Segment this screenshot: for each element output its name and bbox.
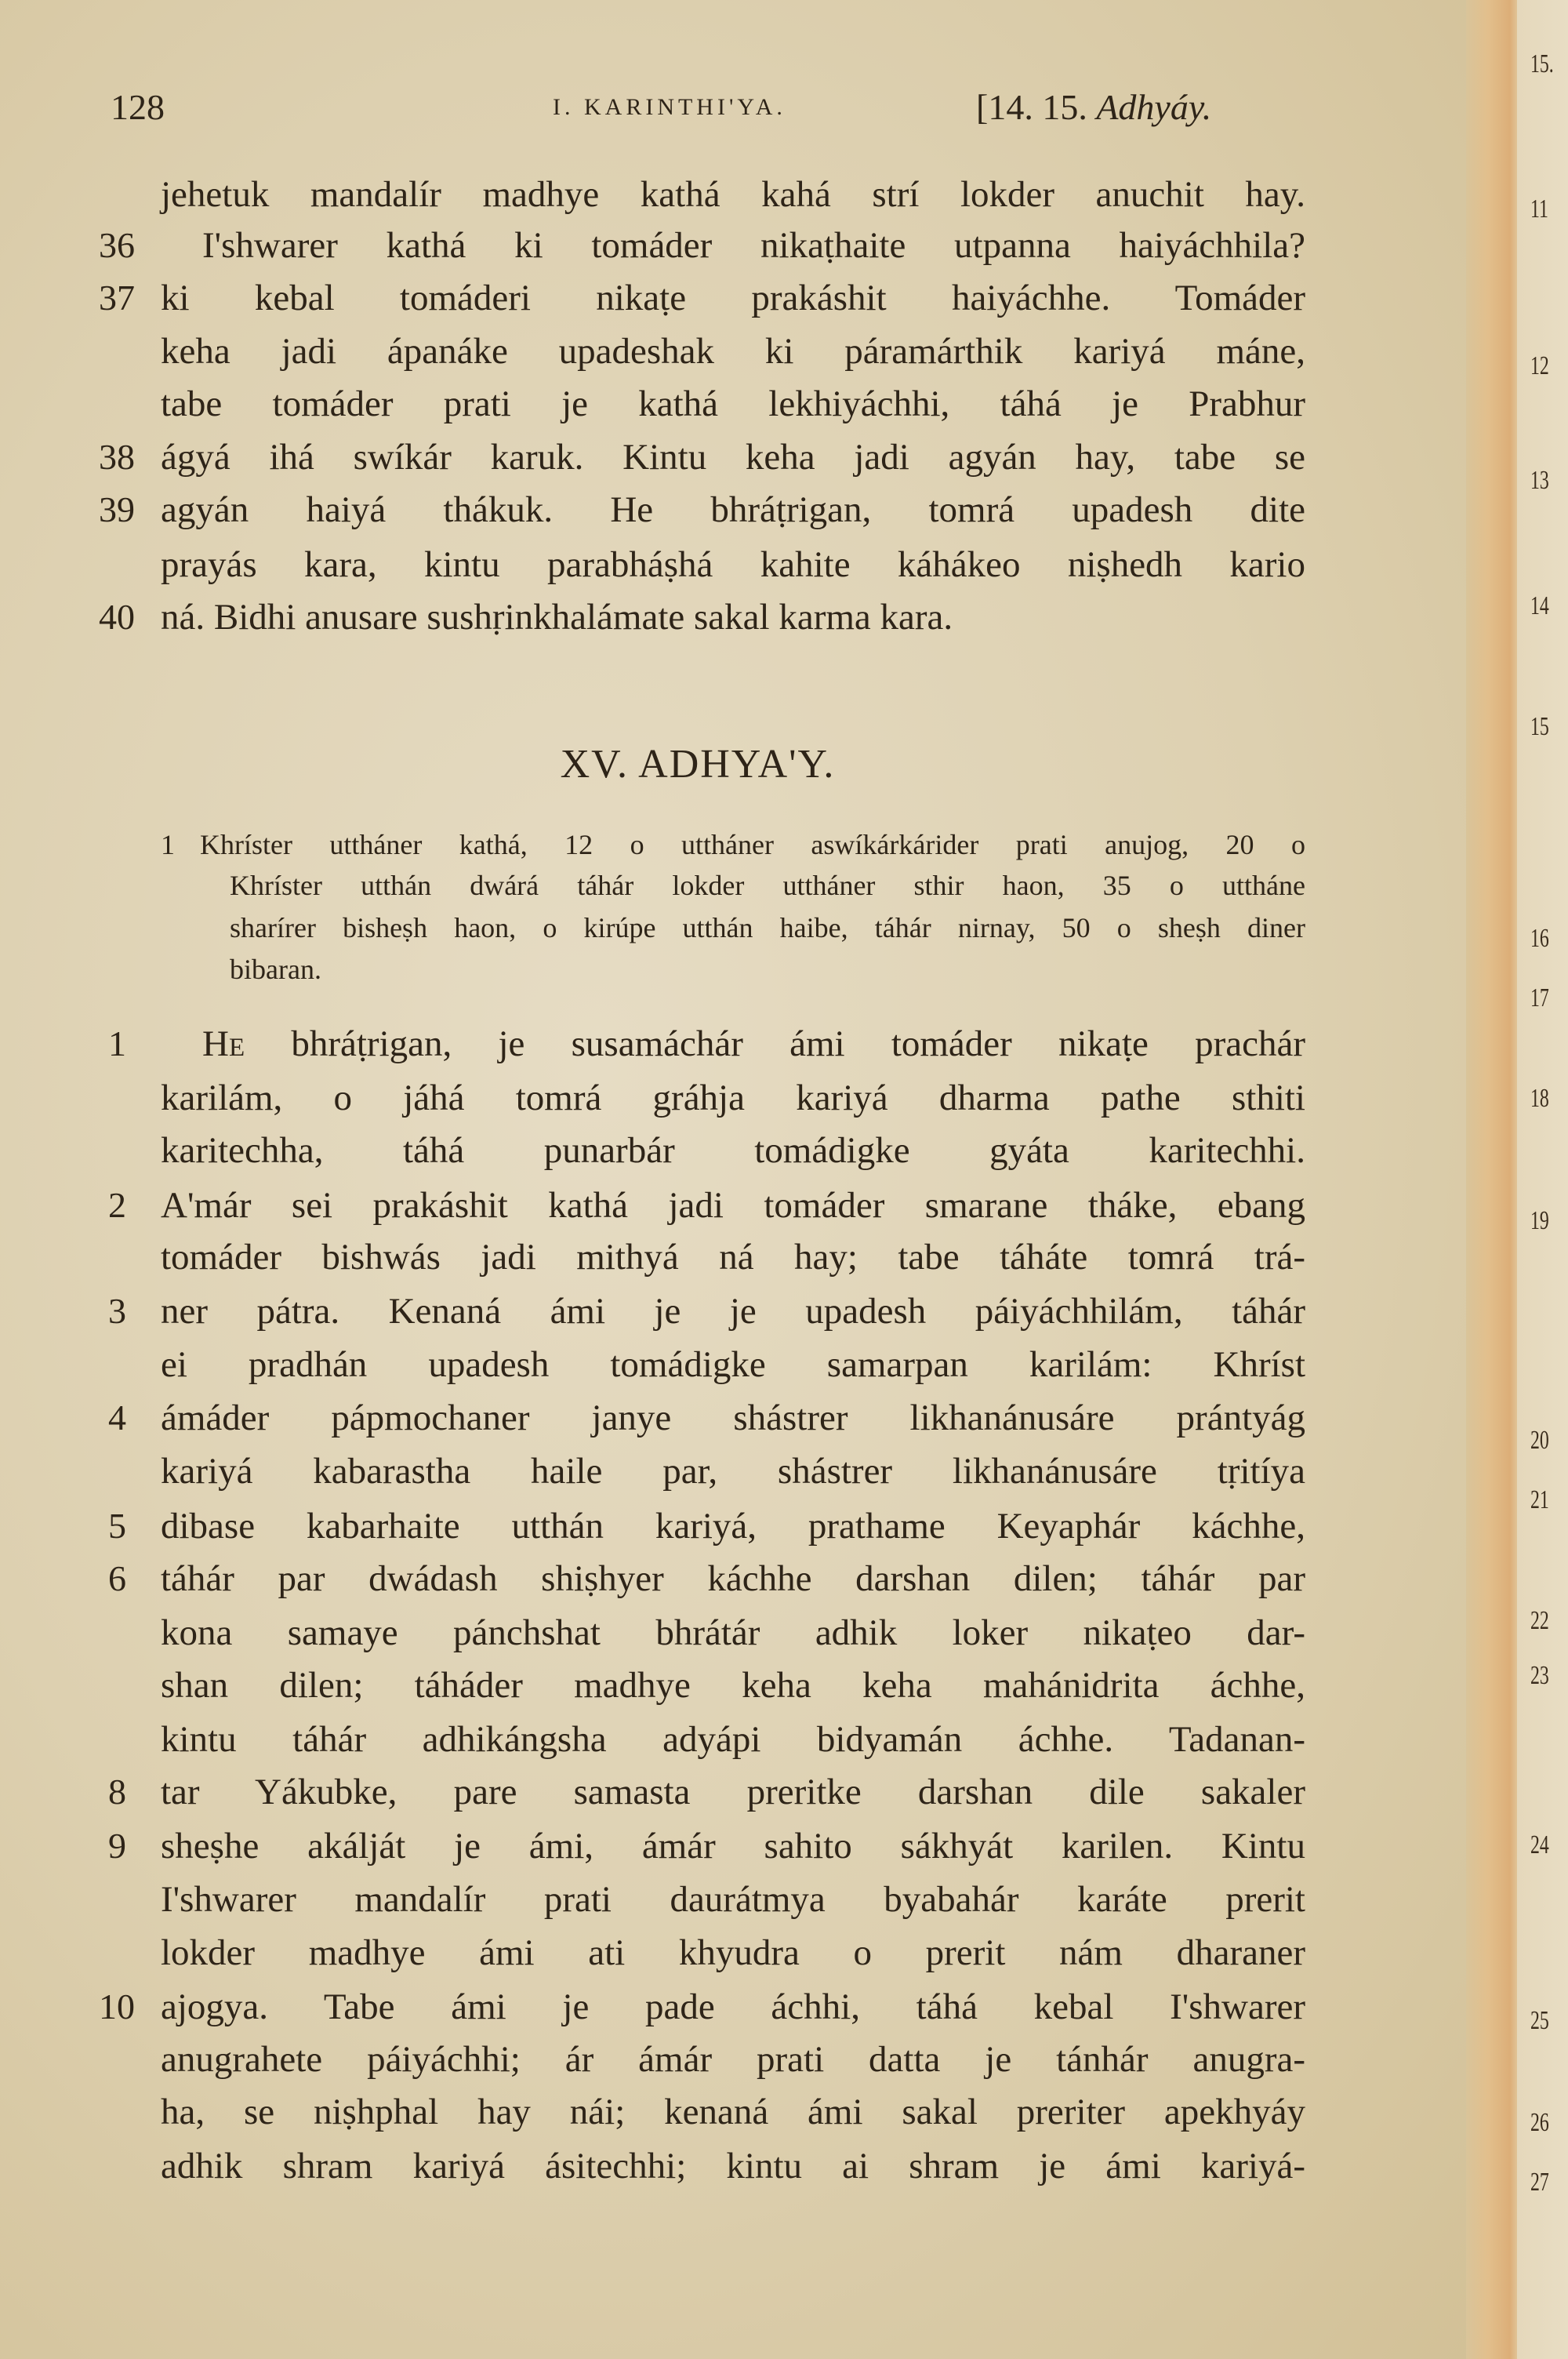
summary-line	[0, 866, 1568, 905]
chapter-title: XV. ADHYA'Y.	[560, 742, 836, 787]
verse-text: tar Yákubke, pare samasta preritke darshan dile sakaler	[161, 1772, 1305, 1812]
text-line	[0, 1983, 1568, 2030]
facing-verse-number: 13	[1530, 466, 1549, 495]
text-line	[0, 1394, 1568, 1441]
verse-number: 1	[108, 1023, 126, 1063]
text-line	[0, 541, 1568, 588]
verse-number: 5	[108, 1506, 126, 1546]
facing-verse-number: 23	[1530, 1661, 1549, 1690]
facing-verse-number: 20	[1530, 1426, 1549, 1455]
text-line	[0, 1606, 1568, 1656]
facing-verse-number: 12	[1530, 351, 1549, 380]
verse-text: kintu táhár adhikángsha adyápi bidyamán áchhe. Tadanan-	[161, 1719, 1305, 1760]
facing-verse-number: 15	[1530, 712, 1549, 741]
facing-verse-number: 19	[1530, 1206, 1549, 1235]
verse-number: 39	[99, 489, 135, 529]
verse-text: adhik shram kariyá ásitechhi; kintu ai shram je ámi kariyá-	[161, 2146, 1305, 2186]
summary-line	[0, 908, 1568, 947]
verse-text: agyán haiyá thákuk. He bhráṭrigan, tomrá upadesh dite	[161, 489, 1305, 530]
verse-text-rest: bhráṭrigan, je susamáchár ámi tomáder nikaṭe prachár	[245, 1023, 1305, 1064]
text-line	[0, 1503, 1568, 1550]
verse-number: 8	[108, 1772, 126, 1812]
verse-text: prayás kara, kintu parabháṣhá kahite káhákeo niṣhedh kario	[161, 544, 1305, 585]
verse-text: ajogya. Tabe ámi je pade áchhi, táhá kebal I'shwarer	[161, 1986, 1305, 2027]
verse-text: ner pátra. Kenaná ámi je je upadesh páiyáchhilám, táhár	[161, 1291, 1305, 1332]
text-line	[0, 1341, 1568, 1388]
text-line	[0, 1448, 1568, 1495]
facing-verse-number: 11	[1530, 194, 1548, 224]
summary-text: Khríster uttháner kathá, 12 o uttháner aswíkárkárider prati anujog, 20 o	[200, 829, 1305, 860]
text-line	[0, 2143, 1568, 2190]
summary-line	[0, 825, 1568, 864]
text-line	[0, 1929, 1568, 1976]
verse-number: 36	[99, 225, 135, 265]
text-line	[0, 1288, 1568, 1335]
verse-text: tomáder bishwás jadi mithyá ná hay; tabe táháte tomrá trá-	[161, 1237, 1305, 1278]
text-line	[0, 171, 1568, 218]
verse-number: 10	[99, 1986, 135, 2026]
text-line	[0, 1823, 1568, 1870]
text-line	[0, 434, 1568, 481]
text-line	[0, 1876, 1568, 1923]
verse-text: karitechha, táhá punarbár tomádigke gyáta karitechhi.	[161, 1130, 1305, 1171]
facing-verse-number: 18	[1530, 1084, 1549, 1113]
chapter-reference-word: Adhyáy.	[1096, 87, 1212, 127]
facing-verse-number: 16	[1530, 924, 1549, 953]
verse-text: ámáder pápmochaner janye shástrer likhanánusáre prántyág	[161, 1398, 1305, 1438]
verse-text: táhár par dwádash shiṣhyer káchhe darshan dilen; táhár par	[161, 1558, 1305, 1599]
running-title: I. KARINTHI'YA.	[553, 94, 786, 120]
verse-number: 38	[99, 437, 135, 477]
verse-text: ki kebal tomáderi nikaṭe prakáshit haiyáchhe. Tomáder	[161, 278, 1305, 318]
facing-verse-number: 26	[1530, 2108, 1549, 2137]
verse-text: lokder madhye ámi ati khyudra o prerit nám dharaner	[161, 1932, 1305, 1973]
text-line	[0, 591, 1568, 641]
verse-text	[202, 1020, 1305, 1067]
verse-number: 40	[99, 597, 135, 637]
verse-text: tabe tomáder prati je kathá lekhiyáchhi, táhá je Prabhur	[161, 383, 1305, 424]
verse-number: 6	[108, 1558, 126, 1598]
summary-text: bibaran.	[230, 954, 321, 985]
summary-text: Khríster utthán dwárá táhár lokder uttháner sthir haon, 35 o uttháne	[230, 870, 1305, 901]
verse-number: 4	[108, 1398, 126, 1438]
verse-text: I'shwarer mandalír prati daurátmya byabahár karáte prerit	[161, 1879, 1305, 1920]
verse-number: 9	[108, 1826, 126, 1866]
text-line	[0, 222, 1568, 269]
verse-text: ágyá ihá swíkár karuk. Kintu keha jadi agyán hay, tabe se	[161, 437, 1305, 478]
summary-text: sharírer bisheṣh haon, o kirúpe utthán haibe, táhár nirnay, 50 o sheṣh diner	[230, 912, 1305, 943]
verse-text: kona samaye pánchshat bhrátár adhik loker nikaṭeo dar-	[161, 1612, 1305, 1653]
text-line	[0, 486, 1568, 533]
chapter-reference	[976, 86, 1211, 128]
text-line	[0, 1716, 1568, 1763]
verse-text: ha, se niṣhphal hay nái; kenaná ámi sakal preriter apekhyáy	[161, 2092, 1305, 2132]
chapter-reference-numbers: [14. 15.	[976, 87, 1087, 127]
verse-text: ná. Bidhi anusare sushṛinkhalámate sakal karma kara.	[161, 597, 953, 638]
text-line	[0, 1127, 1568, 1174]
text-line	[0, 328, 1568, 375]
verse-number: 37	[99, 278, 135, 318]
text-line	[0, 274, 1568, 322]
text-line	[0, 2036, 1568, 2083]
page-number: 128	[111, 87, 165, 127]
facing-verse-number: 17	[1530, 983, 1549, 1012]
summary-line	[0, 950, 1568, 989]
facing-verse-number: 27	[1530, 2168, 1549, 2197]
verse-text: A'már sei prakáshit kathá jadi tomáder smarane tháke, ebang	[161, 1185, 1305, 1226]
verse-text: keha jadi ápanáke upadeshak ki páramárthik kariyá máne,	[161, 331, 1305, 372]
text-line	[0, 1020, 1568, 1067]
summary-number: 1	[161, 829, 175, 860]
text-line	[0, 1555, 1568, 1602]
facing-verse-number: 22	[1530, 1606, 1549, 1635]
text-line	[0, 1074, 1568, 1121]
facing-verse-number: 14	[1530, 591, 1549, 620]
facing-verse-number: 24	[1530, 1830, 1549, 1859]
verse-number: 2	[108, 1185, 126, 1225]
verse-text: sheṣhe akálját je ámi, ámár sahito sákhyát karilen. Kintu	[161, 1826, 1305, 1866]
text-line	[0, 1768, 1568, 1816]
text-line	[0, 380, 1568, 427]
verse-text: I'shwarer kathá ki tomáder nikaṭhaite utpanna haiyáchhila?	[202, 225, 1305, 266]
verse-text: kariyá kabarastha haile par, shástrer likhanánusáre tṛitíya	[161, 1451, 1305, 1492]
verse-text: jehetuk mandalír madhye kathá kahá strí lokder anuchit hay.	[161, 174, 1305, 215]
text-line	[0, 2088, 1568, 2135]
verse-text: karilám, o jáhá tomrá gráhja kariyá dharma pathe sthiti	[161, 1078, 1305, 1118]
facing-verse-number: 21	[1530, 1485, 1549, 1514]
verse-text: anugrahete páiyáchhi; ár ámár prati datta je tánhár anugra-	[161, 2039, 1305, 2080]
facing-verse-number: 25	[1530, 2006, 1549, 2035]
opening-word: He	[202, 1023, 245, 1064]
running-header	[0, 86, 1568, 133]
facing-page-header: 15.	[1530, 49, 1554, 78]
text-line	[0, 1234, 1568, 1281]
verse-text: shan dilen; táháder madhye keha keha mahánidrita áchhe,	[161, 1665, 1305, 1706]
verse-number: 3	[108, 1291, 126, 1331]
text-line	[0, 1182, 1568, 1229]
verse-text: dibase kabarhaite utthán kariyá, prathame Keyaphár káchhe,	[161, 1506, 1305, 1547]
text-line	[0, 1662, 1568, 1709]
verse-text: ei pradhán upadesh tomádigke samarpan karilám: Khríst	[161, 1344, 1305, 1385]
